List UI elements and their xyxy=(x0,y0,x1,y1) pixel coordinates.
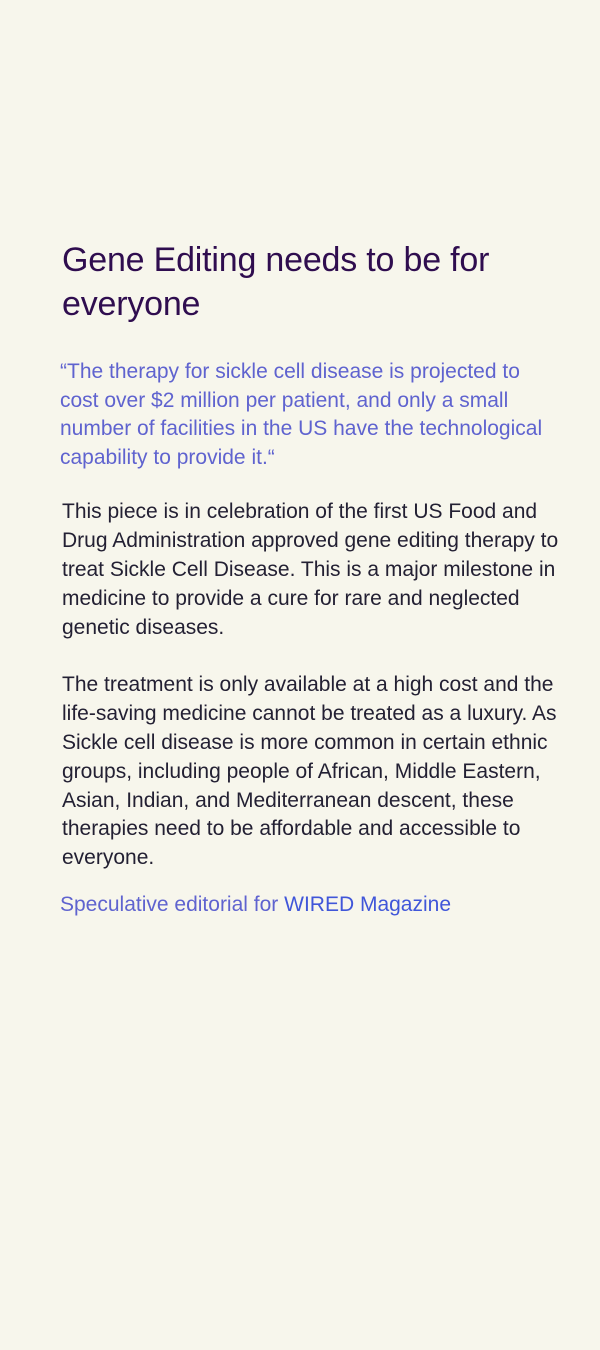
body-paragraph-2: The treatment is only available at a high cost and the life-saving medicine cannot be treated as a luxury. As Sickle cell disease is more common in certain ethnic groups, including people of African, Middle Eastern, Asian, Indian, and Mediterranean descent, these therapies need to be affordable and accessible to everyone. xyxy=(62,673,557,870)
headline: Gene Editing needs to be for everyone xyxy=(62,241,490,323)
pull-quote: “The therapy for sickle cell disease is projected to cost over $2 million per patient, and only a small number of facilities in the US have the technological capability to provide it.“ xyxy=(60,360,543,469)
credit-line xyxy=(60,891,572,919)
wired-magazine-link[interactable]: WIRED Magazine xyxy=(284,892,452,916)
body-paragraph-1: This piece is in celebration of the first US Food and Drug Administration approved gene editing therapy to treat Sickle Cell Disease. This is a major milestone in medicine to provide a cure for rare and neglected genetic diseases. xyxy=(62,500,559,639)
article xyxy=(62,238,572,919)
credit-prefix: Speculative editorial for xyxy=(60,892,285,916)
